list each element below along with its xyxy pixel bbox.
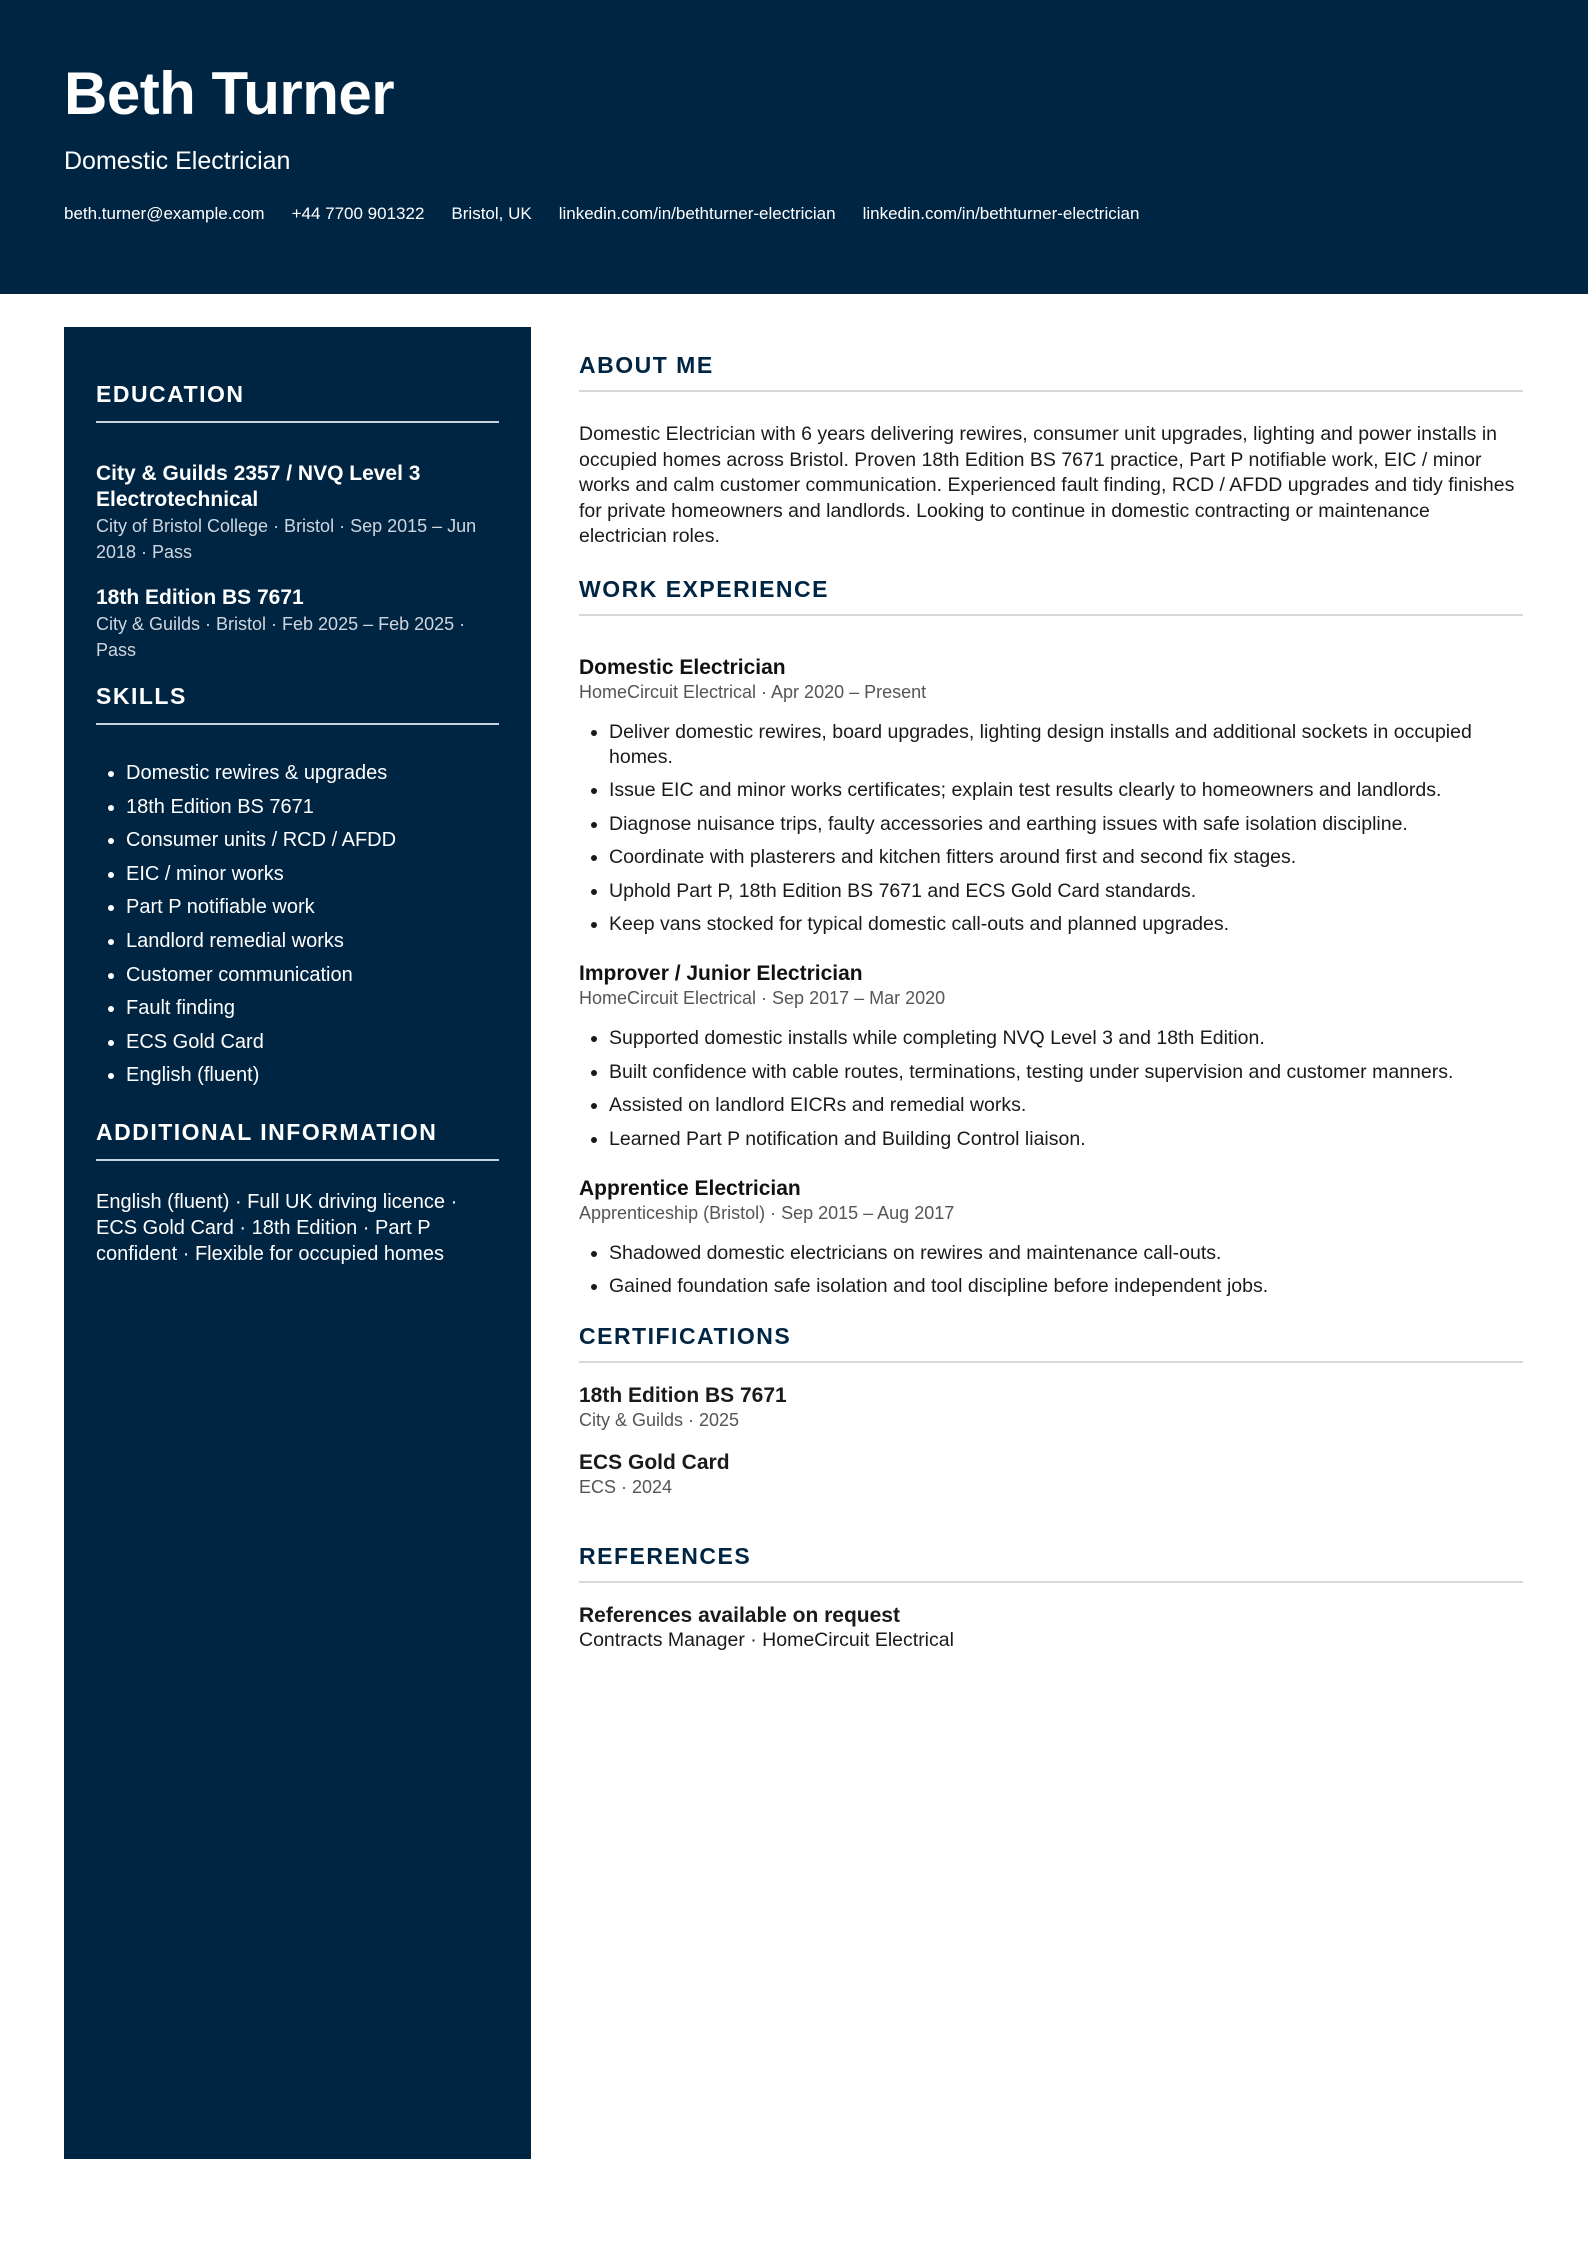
- job-bullet: • Diagnose nuisance trips, faulty accessories and earthing issues with safe isolation discipline.: [609, 812, 1523, 837]
- job-bullets: [579, 720, 1523, 938]
- job-bullet: • Built confidence with cable routes, terminations, testing under supervision and customer manners.: [609, 1060, 1523, 1085]
- job-bullet: • Deliver domestic rewires, board upgrades, lighting design installs and additional sockets in occupied homes.: [609, 720, 1523, 770]
- education-degree: 18th Edition BS 7671: [96, 586, 304, 609]
- certifications-list: [579, 1383, 1523, 1499]
- contact-row: [64, 203, 1139, 225]
- education-heading: EDUCATION: [96, 381, 499, 423]
- job-bullet: • Supported domestic installs while completing NVQ Level 3 and 18th Edition.: [609, 1026, 1523, 1051]
- job-meta: Apprenticeship (Bristol) · Sep 2015 – Aug 2017: [579, 1202, 955, 1223]
- education-item: [96, 461, 499, 565]
- job-bullet: • Gained foundation safe isolation and tool discipline before independent jobs.: [609, 1274, 1523, 1299]
- references-heading: REFERENCES: [579, 1543, 1523, 1583]
- contact-linkedin-2[interactable]: linkedin.com/in/bethturner-electrician: [862, 204, 1140, 223]
- job-title: Apprentice Electrician: [579, 1176, 801, 1200]
- certification-name: 18th Edition BS 7671: [579, 1384, 787, 1407]
- job-title: Improver / Junior Electrician: [579, 962, 863, 985]
- experience-heading: WORK EXPERIENCE: [579, 576, 1523, 616]
- skill-item: • Landlord remedial works: [126, 925, 499, 959]
- skills-heading: SKILLS: [96, 683, 499, 725]
- contact-location: Bristol, UK: [451, 204, 532, 223]
- additional-info-heading: ADDITIONAL INFORMATION: [96, 1119, 499, 1161]
- education-meta: City of Bristol College · Bristol · Sep 2015 – Jun 2018 · Pass: [96, 516, 477, 562]
- references-meta: Contracts Manager · HomeCircuit Electrical: [579, 1629, 954, 1651]
- job-entry: [579, 655, 1523, 938]
- job-entry: [579, 1176, 1523, 1300]
- candidate-name: Beth Turner: [64, 60, 395, 127]
- job-bullet: • Keep vans stocked for typical domestic call-outs and planned upgrades.: [609, 912, 1523, 937]
- contact-email[interactable]: beth.turner@example.com: [64, 204, 265, 223]
- main-content: [579, 352, 1523, 1653]
- skill-item: • English (fluent): [126, 1059, 499, 1093]
- education-meta: City & Guilds · Bristol · Feb 2025 – Feb 2025 · Pass: [96, 614, 466, 660]
- skill-item: • Customer communication: [126, 959, 499, 993]
- education-degree: City & Guilds 2357 / NVQ Level 3 Electrotechnical: [96, 462, 421, 511]
- job-bullet: • Assisted on landlord EICRs and remedial works.: [609, 1093, 1523, 1118]
- skill-item: • EIC / minor works: [126, 858, 499, 892]
- about-heading: ABOUT ME: [579, 352, 1523, 392]
- skill-item: • Part P notifiable work: [126, 891, 499, 925]
- job-bullet: • Learned Part P notification and Building Control liaison.: [609, 1127, 1523, 1152]
- job-bullets: [579, 1241, 1523, 1300]
- job-bullet: • Uphold Part P, 18th Edition BS 7671 and ECS Gold Card standards.: [609, 879, 1523, 904]
- contact-phone[interactable]: +44 7700 901322: [291, 204, 425, 223]
- contact-linkedin[interactable]: linkedin.com/in/bethturner-electrician: [558, 204, 836, 223]
- certification-meta: ECS · 2024: [579, 1477, 673, 1497]
- job-meta: HomeCircuit Electrical · Sep 2017 – Mar 2020: [579, 988, 946, 1008]
- job-meta: HomeCircuit Electrical · Apr 2020 – Present: [579, 681, 927, 702]
- references-name: References available on request: [579, 1604, 900, 1627]
- job-bullets: [579, 1026, 1523, 1152]
- skill-item: • Fault finding: [126, 992, 499, 1026]
- certification-item: [579, 1450, 1523, 1499]
- job-title: Domestic Electrician: [579, 655, 786, 679]
- job-entry: [579, 961, 1523, 1152]
- job-bullet: • Issue EIC and minor works certificates; explain test results clearly to homeowners and landlords.: [609, 778, 1523, 803]
- certifications-heading: CERTIFICATIONS: [579, 1323, 1523, 1363]
- job-bullet: • Shadowed domestic electricians on rewires and maintenance call-outs.: [609, 1241, 1523, 1266]
- header: [0, 0, 1588, 294]
- job-bullet: • Coordinate with plasterers and kitchen fitters around first and second fix stages.: [609, 845, 1523, 870]
- skill-item: • Domestic rewires & upgrades: [126, 757, 499, 791]
- certification-item: [579, 1383, 1523, 1432]
- education-item: [96, 585, 499, 663]
- about-text: Domestic Electrician with 6 years delivering rewires, consumer unit upgrades, lighting and power installs in occupied homes across Bristol. Proven 18th Edition BS 7671 practice, Part P notifiable work, EIC / minor works and calm customer communication. Experienced fault finding, RCD / AFDD upgrades and tidy finishes for private homeowners and landlords. Looking to continue in domestic contracting or maintenance electrician roles.: [579, 423, 1515, 547]
- skill-item: • 18th Edition BS 7671: [126, 791, 499, 825]
- skills-list: [96, 757, 499, 1093]
- experience-list: [579, 655, 1523, 1300]
- certification-meta: City & Guilds · 2025: [579, 1410, 740, 1430]
- job-role: Domestic Electrician: [64, 147, 291, 175]
- additional-info-text: English (fluent) · Full UK driving licence · ECS Gold Card · 18th Edition · Part P confident · Flexible for occupied homes: [96, 1190, 458, 1265]
- certification-name: ECS Gold Card: [579, 1451, 730, 1474]
- skill-item: • ECS Gold Card: [126, 1026, 499, 1060]
- sidebar: [64, 327, 531, 2159]
- skill-item: • Consumer units / RCD / AFDD: [126, 824, 499, 858]
- education-list: [96, 461, 499, 663]
